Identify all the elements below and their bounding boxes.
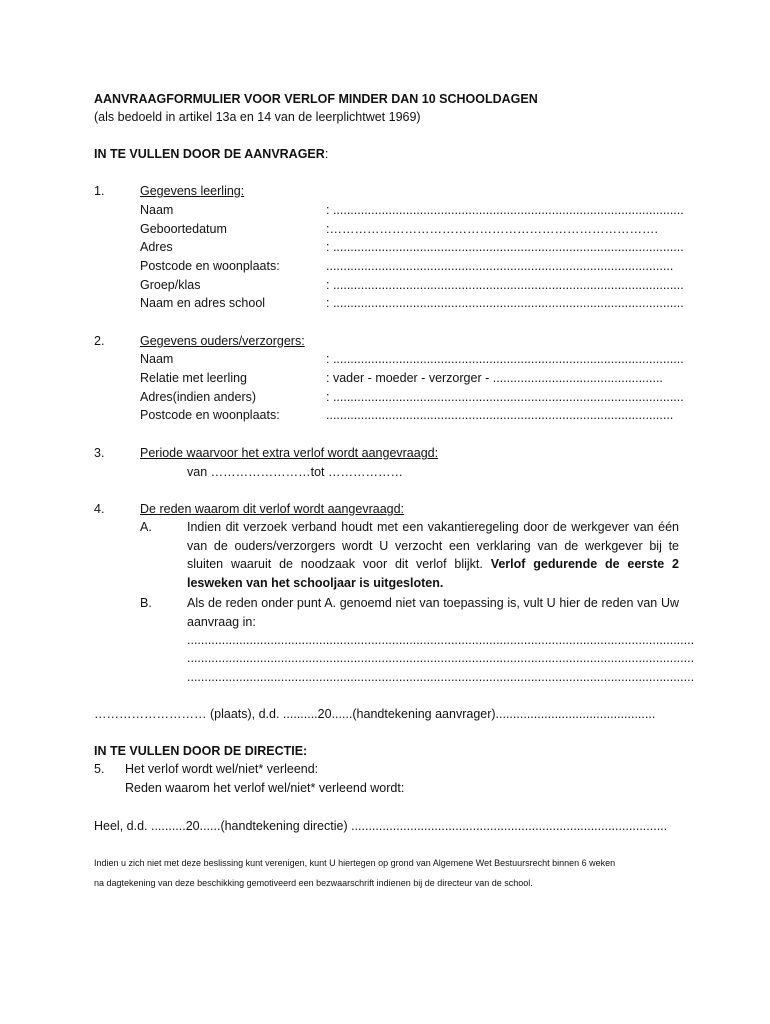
section2-heading: Gegevens ouders/verzorgers: — [140, 334, 305, 348]
option-b-label: B. — [140, 596, 152, 610]
field-line[interactable]: : ..................................................................................................... — [326, 352, 684, 366]
section3-number: 3. — [94, 446, 105, 460]
field-label: Postcode en woonplaats: — [140, 259, 280, 273]
section4-heading: De reden waarom dit verlof wordt aangevraagd: — [140, 502, 405, 516]
period-line[interactable]: van ……………………tot ……………… — [187, 465, 403, 479]
field-label: Relatie met leerling — [140, 371, 247, 385]
option-a-label: A. — [140, 520, 152, 534]
field-label: Groep/klas — [140, 278, 201, 292]
section5-number: 5. — [94, 762, 105, 776]
section3-heading: Periode waarvoor het extra verlof wordt aangevraagd: — [140, 446, 439, 460]
applicant-heading — [94, 147, 328, 162]
option-b-text: Als de reden onder punt A. genoemd niet van toepassing is, vult U hier de reden van Uw aanvraag in: — [187, 596, 679, 629]
reason-line[interactable]: .................................................................................................................................................. — [187, 670, 695, 684]
field-label: Naam — [140, 352, 174, 366]
field-line[interactable]: : ..................................................................................................... — [326, 390, 684, 404]
reason-line[interactable]: .................................................................................................................................................. — [187, 651, 695, 665]
field-line[interactable]: : vader - moeder - verzorger - ................................................. — [326, 371, 663, 385]
form-subtitle: (als bedoeld in artikel 13a en 14 van de leerplichtwet 1969) — [94, 110, 421, 124]
directie-line1: Het verlof wordt wel/niet* verleend: — [125, 762, 319, 776]
field-label: Adres(indien anders) — [140, 390, 257, 404]
form-title: AANVRAAGFORMULIER VOOR VERLOF MINDER DAN 10 SCHOOLDAGEN — [94, 92, 538, 106]
footnote-line1: Indien u zich niet met deze beslissing kunt verenigen, kunt U hiertegen op grond van Algemene Wet Bestuursrecht binnen 6 weken — [94, 858, 616, 868]
field-line[interactable]: :……………………………………………………………………. — [326, 222, 658, 236]
directie-line2: Reden waarom het verlof wel/niet* verleend wordt: — [125, 781, 405, 795]
field-line[interactable]: .................................................................................................... — [326, 259, 674, 273]
section2-number: 2. — [94, 334, 105, 348]
applicant-signature-line[interactable]: ……………………… (plaats), d.d. ..........20......(handtekening aanvrager).............................................. — [94, 707, 656, 721]
applicant-heading-text: IN TE VULLEN DOOR DE AANVRAGER — [94, 147, 325, 161]
footnote-line2: na dagtekening van deze beschikking gemotiveerd een bezwaarschrift indienen bij de directeur van de school. — [94, 878, 533, 888]
field-line[interactable]: .................................................................................................... — [326, 408, 674, 422]
field-label: Geboortedatum — [140, 222, 227, 236]
option-a-text — [187, 518, 679, 592]
field-label: Adres — [140, 240, 173, 254]
directie-signature-line[interactable]: Heel, d.d. ..........20......(handtekening directie) ........................................................................................... — [94, 819, 668, 833]
reason-line[interactable]: .................................................................................................................................................. — [187, 633, 695, 647]
field-label: Naam — [140, 203, 174, 217]
section1-number: 1. — [94, 184, 105, 198]
option-a-body: Indien dit verzoek verband houdt met een vakantieregeling door de werkgever van één van de ouders/verzorgers wordt U verzocht een verklaring van de werkgever bij te sluiten waaruit de noodzaak voor dit verlof blijkt. — [187, 520, 679, 571]
section4-number: 4. — [94, 502, 105, 516]
field-line[interactable]: : ..................................................................................................... — [326, 278, 684, 292]
field-label: Postcode en woonplaats: — [140, 408, 280, 422]
field-line[interactable]: : ..................................................................................................... — [326, 296, 684, 310]
option-a-bold-note: Verlof gedurende de eerste 2 lesweken van het schooljaar is uitgesloten. — [187, 557, 680, 590]
field-line[interactable]: : ..................................................................................................... — [326, 203, 684, 217]
section1-heading: Gegevens leerling: — [140, 184, 245, 198]
field-line[interactable]: : ..................................................................................................... — [326, 240, 684, 254]
field-label: Naam en adres school — [140, 296, 266, 310]
applicant-heading-colon: : — [324, 147, 329, 161]
directie-heading: IN TE VULLEN DOOR DE DIRECTIE: — [94, 744, 308, 758]
